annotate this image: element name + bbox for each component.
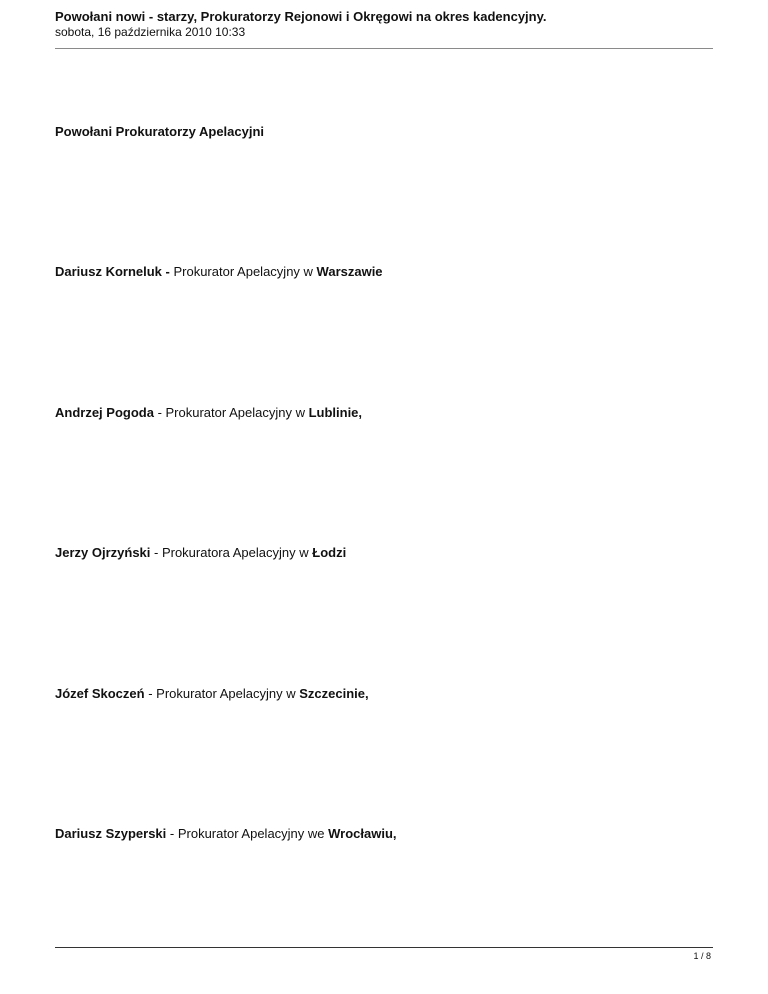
document-title: Powołani nowi - starzy, Prokuratorzy Rejonowi i Okręgowi na okres kadencyjny. [55,9,547,24]
entry-city: Łodzi [312,545,347,560]
document-date: sobota, 16 października 2010 10:33 [55,25,246,39]
entry-city: Lublinie, [308,405,363,420]
entry-city: Szczecinie, [299,686,369,701]
entry-name: Dariusz Szyperski [55,826,167,841]
entry-city: Wrocławiu, [328,826,397,841]
footer-divider [55,947,713,948]
entry-ojrzynski [55,544,346,562]
entry-pogoda [55,404,362,422]
entry-name: Andrzej Pogoda [55,405,154,420]
entry-role: - Prokurator Apelacyjny w [144,686,300,701]
entry-role: - Prokuratora Apelacyjny w [150,545,313,560]
header-divider [55,48,713,49]
entry-name: Dariusz Korneluk - [55,264,170,279]
entry-name: Jerzy Ojrzyński [55,545,151,560]
entry-role: - Prokurator Apelacyjny w [153,405,309,420]
entry-role: Prokurator Apelacyjny w [169,264,317,279]
entry-skoczen [55,685,369,703]
entry-name: Józef Skoczeń [55,686,145,701]
section-heading: Powołani Prokuratorzy Apelacyjni [55,124,265,139]
page-number: 1 / 8 [693,951,711,961]
entry-korneluk [55,263,383,281]
entry-city: Warszawie [316,264,383,279]
document-header [55,9,713,40]
entry-szyperski [55,825,397,843]
entry-role: - Prokurator Apelacyjny we [166,826,329,841]
